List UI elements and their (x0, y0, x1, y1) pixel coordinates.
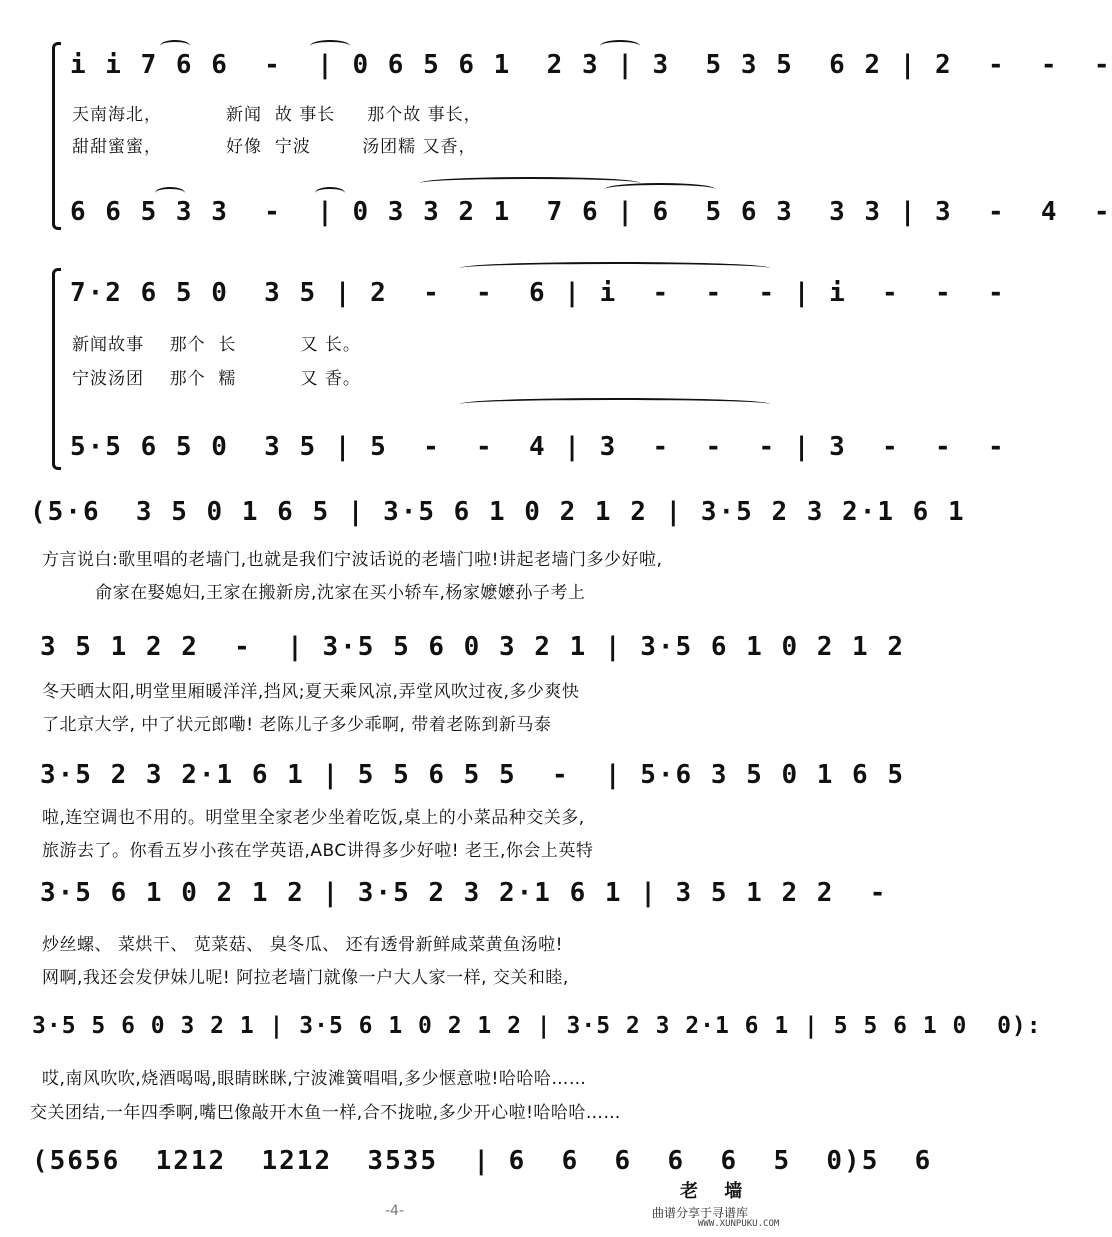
slur (155, 187, 185, 199)
system1-lyrics-verse2: 甜甜蜜蜜， 好像 宁波 汤团糯 又香， (72, 137, 477, 157)
slur (310, 40, 350, 52)
system1-lower-notes: 6 6 5 3 3 - | 0 3 3 2 1 7 6 | 6 5 6 3 3 3 | 3 - 4 - (70, 197, 1112, 227)
line7-dialogue-verse1: 哎,南风吹吹,烧酒喝喝,眼睛眯眯,宁波滩簧唱唱,多少惬意啦!哈哈哈…… (42, 1069, 587, 1089)
system1-lyrics-verse1: 天南海北， 新闻 故 事长 那个故 事长， (72, 105, 482, 125)
system2-lower-notes: 5·5 6 5 0 3 5 | 5 - - 4 | 3 - - - | 3 - - - (70, 432, 1006, 462)
line4-dialogue-verse2: 了北京大学, 中了状元郎嘞! 老陈儿子多少乖啊, 带着老陈到新马泰 (42, 715, 552, 735)
line4-notes: 3 5 1 2 2 - | 3·5 5 6 0 3 2 1 | 3·5 6 1 0 2 1 2 (40, 632, 906, 662)
line3-dialogue-verse1: 方言说白:歌里唱的老墙门,也就是我们宁波话说的老墙门啦!讲起老墙门多少好啦, (42, 550, 663, 570)
line4-dialogue-verse1: 冬天晒太阳,明堂里厢暖洋洋,挡风;夏天乘风凉,弄堂风吹过夜,多少爽快 (42, 682, 580, 702)
system-brace (52, 268, 61, 470)
watermark-text: 曲谱分享于寻谱库 (652, 1206, 749, 1220)
line6-dialogue-verse2: 网啊,我还会发伊妹儿呢! 阿拉老墙门就像一户大人家一样, 交关和睦, (42, 968, 569, 988)
line6-dialogue-verse1: 炒丝螺、 菜烘干、 苋菜菇、 臭冬瓜、 还有透骨新鲜咸菜黄鱼汤啦! (42, 935, 563, 955)
line7-dialogue-verse2: 交关团结,一年四季啊,嘴巴像敲开木鱼一样,合不拢啦,多少开心啦!哈哈哈…… (30, 1103, 621, 1123)
watermark-url: WWW.XUNPUKU.COM (698, 1219, 780, 1229)
slur (460, 398, 770, 410)
slur (605, 183, 715, 195)
line7-notes: 3·5 5 6 0 3 2 1 | 3·5 6 1 0 2 1 2 | 3·5 2 3 2·1 6 1 | 5 5 6 1 0 0): (32, 1013, 1042, 1039)
line3-notes: (5·6 3 5 0 1 6 5 | 3·5 6 1 0 2 1 2 | 3·5 2 3 2·1 6 1 (30, 497, 966, 527)
page-number: -4- (385, 1203, 405, 1219)
slur (600, 40, 640, 52)
system2-upper-notes: 7·2 6 5 0 3 5 | 2 - - 6 | i - - - | i - - - (70, 278, 1006, 308)
system-brace (52, 42, 61, 230)
line8-notes: (5656 1212 1212 3535 | 6 6 6 6 6 5 0)5 6 (32, 1146, 933, 1176)
system2-lyrics-verse2: 宁波汤团 那个 糯 又 香。 (72, 369, 361, 389)
line5-dialogue-verse1: 啦,连空调也不用的。明堂里全家老少坐着吃饭,桌上的小菜品种交关多, (42, 808, 585, 828)
line6-notes: 3·5 6 1 0 2 1 2 | 3·5 2 3 2·1 6 1 | 3 5 1 2 2 - (40, 878, 888, 908)
line5-notes: 3·5 2 3 2·1 6 1 | 5 5 6 5 5 - | 5·6 3 5 0 1 6 5 (40, 760, 906, 790)
line5-dialogue-verse2: 旅游去了。你看五岁小孩在学英语,ABC讲得多少好啦! 老王,你会上英特 (42, 841, 594, 861)
system2-lyrics-verse1: 新闻故事 那个 长 又 长。 (72, 335, 361, 355)
slur (160, 40, 190, 52)
line3-dialogue-verse2: 俞家在娶媳妇,王家在搬新房,沈家在买小轿车,杨家嬷嬷孙子考上 (42, 583, 586, 603)
slur (460, 262, 770, 274)
slur (315, 187, 345, 199)
line8-lyric: 老 墙 (680, 1181, 753, 1202)
system1-upper-notes: i i 7 6 6 - | 0 6 5 6 1 2 3 | 3 5 3 5 6 2 | 2 - - - (70, 50, 1112, 80)
